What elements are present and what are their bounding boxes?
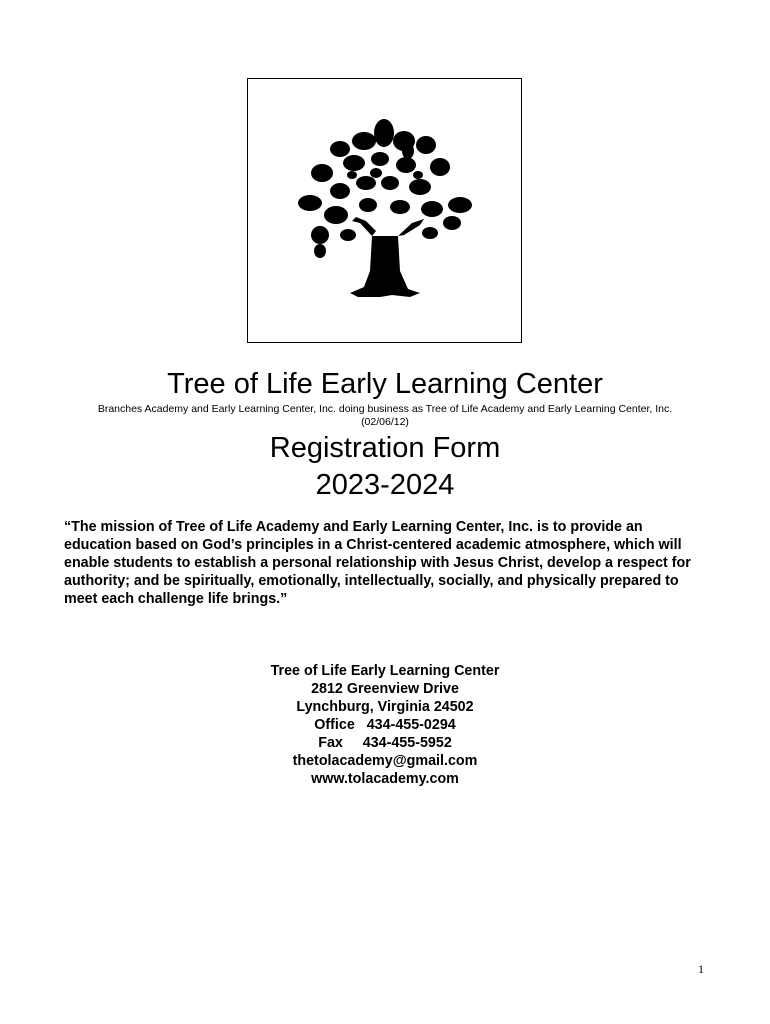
page-number: 1 bbox=[698, 962, 704, 976]
school-year: 2023-2024 bbox=[315, 469, 455, 501]
form-title: Registration Form bbox=[269, 432, 501, 464]
contact-website: www.tolacademy.com bbox=[311, 771, 459, 787]
contact-city: Lynchburg, Virginia 24502 bbox=[296, 699, 474, 715]
contact-fax: Fax 434-455-5952 bbox=[318, 735, 452, 751]
contact-block bbox=[0, 662, 770, 788]
mission-statement: “The mission of Tree of Life Academy and Early Learning Center, Inc. is to provide an education based on God’s principles in a Christ-centered academic atmosphere, which will enable students to establish a personal relationship with Jesus Christ, develop a respect for authority; and be spiritually, emotionally, intellectually, socially, and physically prepared to meet each challenge life brings.” bbox=[64, 519, 691, 607]
contact-office-phone: Office 434-455-0294 bbox=[314, 717, 456, 733]
legal-name: Branches Academy and Early Learning Center, Inc. doing business as Tree of Life Academy and Early Learning Center, Inc. bbox=[97, 403, 673, 415]
form-title-block bbox=[0, 430, 770, 504]
tree-logo bbox=[247, 78, 522, 343]
revision-date: (02/06/12) bbox=[361, 416, 409, 428]
legal-name-block bbox=[0, 403, 770, 429]
org-title: Tree of Life Early Learning Center bbox=[167, 368, 603, 400]
contact-email: thetolacademy@gmail.com bbox=[292, 753, 478, 769]
tree-icon bbox=[280, 111, 490, 311]
contact-name: Tree of Life Early Learning Center bbox=[270, 663, 500, 679]
contact-street: 2812 Greenview Drive bbox=[311, 681, 459, 697]
